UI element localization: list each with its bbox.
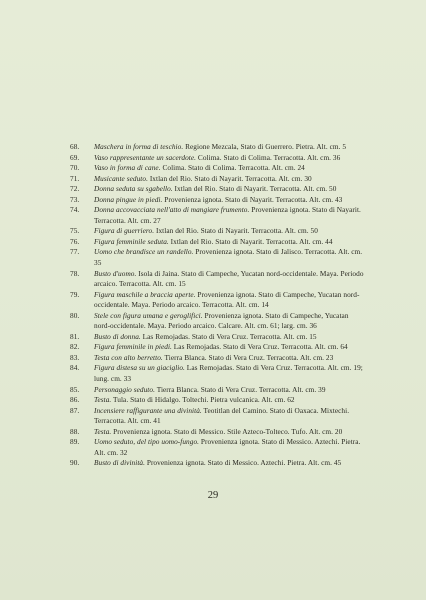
- entry-description: Regione Mezcala, Stato di Guerrero. Pietra. Alt. cm. 5: [183, 142, 347, 151]
- entry-title: Figura femminile seduta.: [94, 236, 169, 246]
- catalog-entry: [70, 290, 366, 311]
- entry-description: Tierra Blanca. Stato di Vera Cruz. Terracotta. Alt. cm. 23: [162, 352, 334, 362]
- entry-number: 81.: [70, 331, 80, 341]
- catalog-entry: [70, 174, 366, 185]
- entry-number: 87.: [70, 405, 80, 415]
- catalog-entry: [70, 226, 366, 237]
- entry-description: Ixtlan del Rio. Stato di Nayarit. Terracotta. Alt. cm. 30: [147, 173, 312, 183]
- entry-description: Provenienza ignota. Stato di Jalisco. Terracotta. Alt. cm. 35: [94, 247, 363, 268]
- entry-number: 80.: [70, 310, 80, 320]
- entry-title: Busto d'uomo.: [94, 268, 137, 278]
- catalog-entry: [70, 458, 366, 469]
- entry-number: 79.: [70, 289, 80, 299]
- entry-number: 74.: [70, 205, 80, 215]
- entry-description: Colima. Stato di Colima. Terracotta. Alt. cm. 36: [196, 152, 341, 162]
- entry-number: 68.: [70, 142, 80, 151]
- entry-description: Tula. Stato di Hidalgo. Toltechi. Pietra vulcanica. Alt. cm. 62: [111, 395, 295, 405]
- entry-title: Personaggio seduto.: [94, 384, 155, 394]
- entry-number: 72.: [70, 184, 80, 194]
- entry-title: Maschera in forma di teschio.: [94, 142, 184, 151]
- entry-description: Provenienza ignota. Stato di Nayarit. Terracotta. Alt. cm. 27: [94, 205, 361, 225]
- entry-title: Busto di divinità.: [94, 458, 145, 468]
- entry-number: 90.: [70, 458, 80, 468]
- catalog-entry: [70, 247, 366, 268]
- entry-number: 75.: [70, 226, 80, 236]
- entry-number: 84.: [70, 363, 80, 373]
- entry-title: Figura distesa su un giaciglio.: [94, 363, 185, 373]
- catalog-entry: [70, 332, 366, 343]
- entry-title: Uomo seduto, del tipo uomo-fungo.: [94, 437, 200, 447]
- entry-description: Provenienza ignota. Stato di Campeche, Yucatan nord-occidentale. Maya. Periodo arcaico. Terracotta. Alt. cm. 14: [94, 289, 360, 310]
- catalog-list: [70, 142, 366, 469]
- entry-description: Isola di Jaina. Stato di Campeche, Yucatan nord-occidentale. Maya. Periodo arcaico. Terracotta. Alt. cm. 15: [94, 268, 364, 289]
- catalog-entry: [70, 385, 366, 396]
- entry-title: Figura maschile a braccia aperte.: [94, 289, 196, 299]
- catalog-entry: [70, 395, 366, 406]
- catalog-entry: [70, 237, 366, 248]
- entry-title: Donna accovacciata nell'atto di mangiare frumento.: [94, 205, 250, 215]
- entry-description: Provenienza ignota. Stato di Messico. Stile Azteco-Tolteco. Tufo. Alt. cm. 20: [111, 426, 343, 436]
- entry-title: Testa con alto berretto.: [94, 352, 163, 362]
- catalog-entry: [70, 195, 366, 206]
- entry-title: Figura di guerriero.: [94, 226, 155, 236]
- entry-number: 88.: [70, 426, 80, 436]
- entry-title: Testa.: [94, 426, 112, 436]
- entry-title: Donna seduta su sgabello.: [94, 184, 173, 194]
- entry-description: Tierra Blanca. Stato di Vera Cruz. Terracotta. Alt. cm. 39: [154, 384, 326, 394]
- entry-description: Ixtlan del Rio. Stato di Nayarit. Terracotta. Alt. cm. 50: [172, 184, 337, 194]
- entry-title: Donna pingue in piedi.: [94, 194, 163, 204]
- catalog-entry: [70, 142, 366, 153]
- entry-description: Colima. Stato di Colima. Terracotta. Alt. cm. 24: [160, 163, 305, 173]
- entry-description: Las Remojadas. Stato di Vera Cruz. Terracotta. Alt. cm. 15: [140, 331, 317, 341]
- entry-title: Vaso in forma di cane.: [94, 163, 161, 173]
- entry-title: Musicante seduto.: [94, 173, 148, 183]
- entry-title: Uomo che brandisce un randello.: [94, 247, 194, 257]
- entry-number: 76.: [70, 236, 80, 246]
- catalog-entry: [70, 311, 366, 332]
- entry-number: 78.: [70, 268, 80, 278]
- catalog-entry: [70, 406, 366, 427]
- entry-description: Las Remojadas. Stato di Vera Cruz. Terracotta. Alt. cm. 64: [171, 342, 348, 352]
- catalog-entry: [70, 342, 366, 353]
- entry-number: 82.: [70, 342, 80, 352]
- entry-number: 69.: [70, 152, 80, 162]
- entry-number: 70.: [70, 163, 80, 173]
- entry-description: Ixtlan del Rio. Stato di Nayarit. Terracotta. Alt. cm. 50: [154, 226, 318, 236]
- entry-number: 77.: [70, 247, 80, 257]
- catalog-entry: [70, 269, 366, 290]
- catalog-entry: [70, 163, 366, 174]
- entry-number: 71.: [70, 173, 80, 183]
- entry-description: Ixtlan del Rio. Stato di Nayarit. Terracotta. Alt. cm. 44: [168, 236, 333, 246]
- entry-description: Teotitlan del Camino. Stato di Oaxaca. Mixtechi. Terracotta. Alt. cm. 41: [94, 405, 350, 426]
- entry-number: 86.: [70, 395, 80, 405]
- page-number: 29: [207, 490, 219, 501]
- entry-description: Provenienza ignota. Stato di Messico. Aztechi. Pietra. Alt. cm. 45: [144, 458, 342, 468]
- entry-title: Busto di donna.: [94, 331, 141, 341]
- entry-title: Figura femminile in piedi.: [94, 342, 172, 352]
- catalog-entry: [70, 437, 366, 458]
- entry-number: 89.: [70, 437, 80, 447]
- entry-title: Vaso rappresentante un sacerdote.: [94, 152, 197, 162]
- entry-number: 83.: [70, 352, 80, 362]
- entry-description: Provenienza ignota. Stato di Campeche, Yucatan nord-occidentale. Maya. Periodo arcaico. Calcare. Alt. cm. 61; larg. cm. 36: [94, 310, 349, 331]
- catalog-entry: [70, 153, 366, 164]
- catalog-entry: [70, 184, 366, 195]
- catalog-entry: [70, 205, 366, 226]
- entry-number: 73.: [70, 194, 80, 204]
- catalog-entry: [70, 353, 366, 364]
- entry-title: Stele con figura umana e geroglifici.: [94, 310, 203, 320]
- entry-number: 85.: [70, 384, 80, 394]
- entry-description: Provenienza ignota. Stato di Messico. Aztechi. Pietra. Alt. cm. 32: [94, 437, 361, 457]
- entry-title: Incensiere raffigurante una divinità.: [94, 405, 202, 415]
- catalog-entry: [70, 427, 366, 438]
- entry-title: Testa.: [94, 395, 112, 405]
- entry-description: Provenienza ignota. Stato di Nayarit. Terracotta. Alt. cm. 43: [162, 194, 343, 204]
- catalog-entry: [70, 363, 366, 384]
- entry-description: Las Remojadas. Stato di Vera Cruz. Terracotta. Alt. cm. 19; lung. cm. 33: [94, 363, 363, 384]
